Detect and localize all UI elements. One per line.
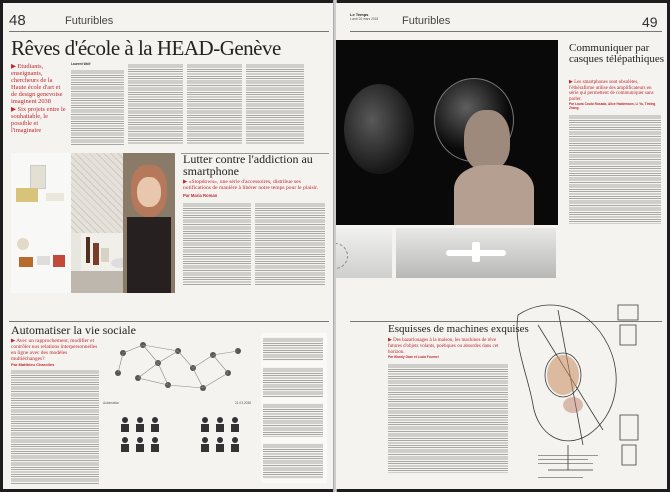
- sidebar-body: [569, 114, 661, 224]
- diagram-caption-left: Automation: [103, 401, 120, 405]
- right-page: [336, 3, 667, 489]
- feature-body: [388, 363, 508, 473]
- feature-deck: ▶ Avec un rapprochement, modifier et contrôler nos relations interpersonnelles en ligne avec des modèles multiéchanges?: [11, 338, 98, 362]
- machine-sketch: [508, 285, 648, 485]
- sidebar-byline: Par Maria Roman: [183, 193, 218, 198]
- body-column-3: [187, 63, 242, 145]
- page-number: 49: [642, 14, 658, 30]
- intro-deck-2: ▶ Six projets entre le souhaitable, le possible et l'imaginaire: [11, 106, 66, 134]
- headline: Rêves d'école à la HEAD-Genève: [11, 36, 281, 60]
- feature-title: Automatiser la vie sociale: [11, 323, 136, 337]
- glass-helmet-photo: [336, 40, 558, 225]
- section-label: Futuribles: [402, 15, 451, 27]
- sidebar-byline: Par Laura Couto Rosado, Alice Haldemann, Li Yu, Tinting Zhang: [569, 102, 656, 110]
- feature-title: Esquisses de machines exquises: [388, 323, 529, 335]
- feature-body: [11, 369, 99, 485]
- feature-byline: Par Matthieu Charolles: [11, 362, 55, 367]
- sidebar-title: Communiquer par casques télépathiques: [569, 42, 664, 65]
- small-photo-1: [336, 228, 392, 278]
- body-column-2: [128, 63, 183, 145]
- intro-deck: ▶ Etudiants, enseignants, chercheurs de la Haute école d'art et de design genevoise imaginent 2038: [11, 63, 63, 105]
- section-label: Futuribles: [65, 15, 114, 27]
- header-rule: [350, 31, 662, 32]
- masthead: Le Temps: [350, 12, 369, 17]
- small-photo-2: [396, 228, 556, 278]
- sidebar-deck: ▶ «Stopdown», une série d'accessoires, distribue ses notifications de manière à libérer notre temps pour le plaisir.: [183, 179, 319, 191]
- sidebar-deck: ▶ Les smartphones sont obsolètes, l'éthérafirme utilise des amplificateurs en série qui permettent de communiquer sans parler.: [569, 80, 654, 102]
- diagram-caption-right: 21.03.2038: [235, 401, 251, 405]
- social-feed-screenshots: [261, 333, 327, 483]
- feature-deck: ▶ Des bazarlouages à la maison, les machines de rêve futures d'objets volants, poétiques ou absurdes dans cet horizon.: [388, 338, 499, 355]
- body-column-1: [71, 69, 124, 145]
- header-rule: [9, 31, 329, 32]
- network-diagram: [103, 333, 253, 403]
- people-icon-grid: [115, 411, 253, 483]
- feature-byline: Par Woody Gaze et Lucia Fournel: [388, 355, 439, 359]
- product-photo-1: [11, 153, 71, 293]
- feature-rule: [9, 321, 329, 322]
- byline: Laurent Wolf: [71, 62, 91, 66]
- sidebar-column-1: [183, 202, 251, 286]
- masthead-date: Lundi 26 mars 2018: [350, 17, 379, 21]
- sidebar-column-2: [255, 202, 325, 286]
- body-column-4: [246, 63, 304, 145]
- sidebar-title: Lutter contre l'addiction au smartphone: [183, 152, 313, 178]
- page-number: 48: [9, 12, 26, 29]
- portrait-photo: [123, 153, 175, 293]
- left-page: [3, 3, 334, 489]
